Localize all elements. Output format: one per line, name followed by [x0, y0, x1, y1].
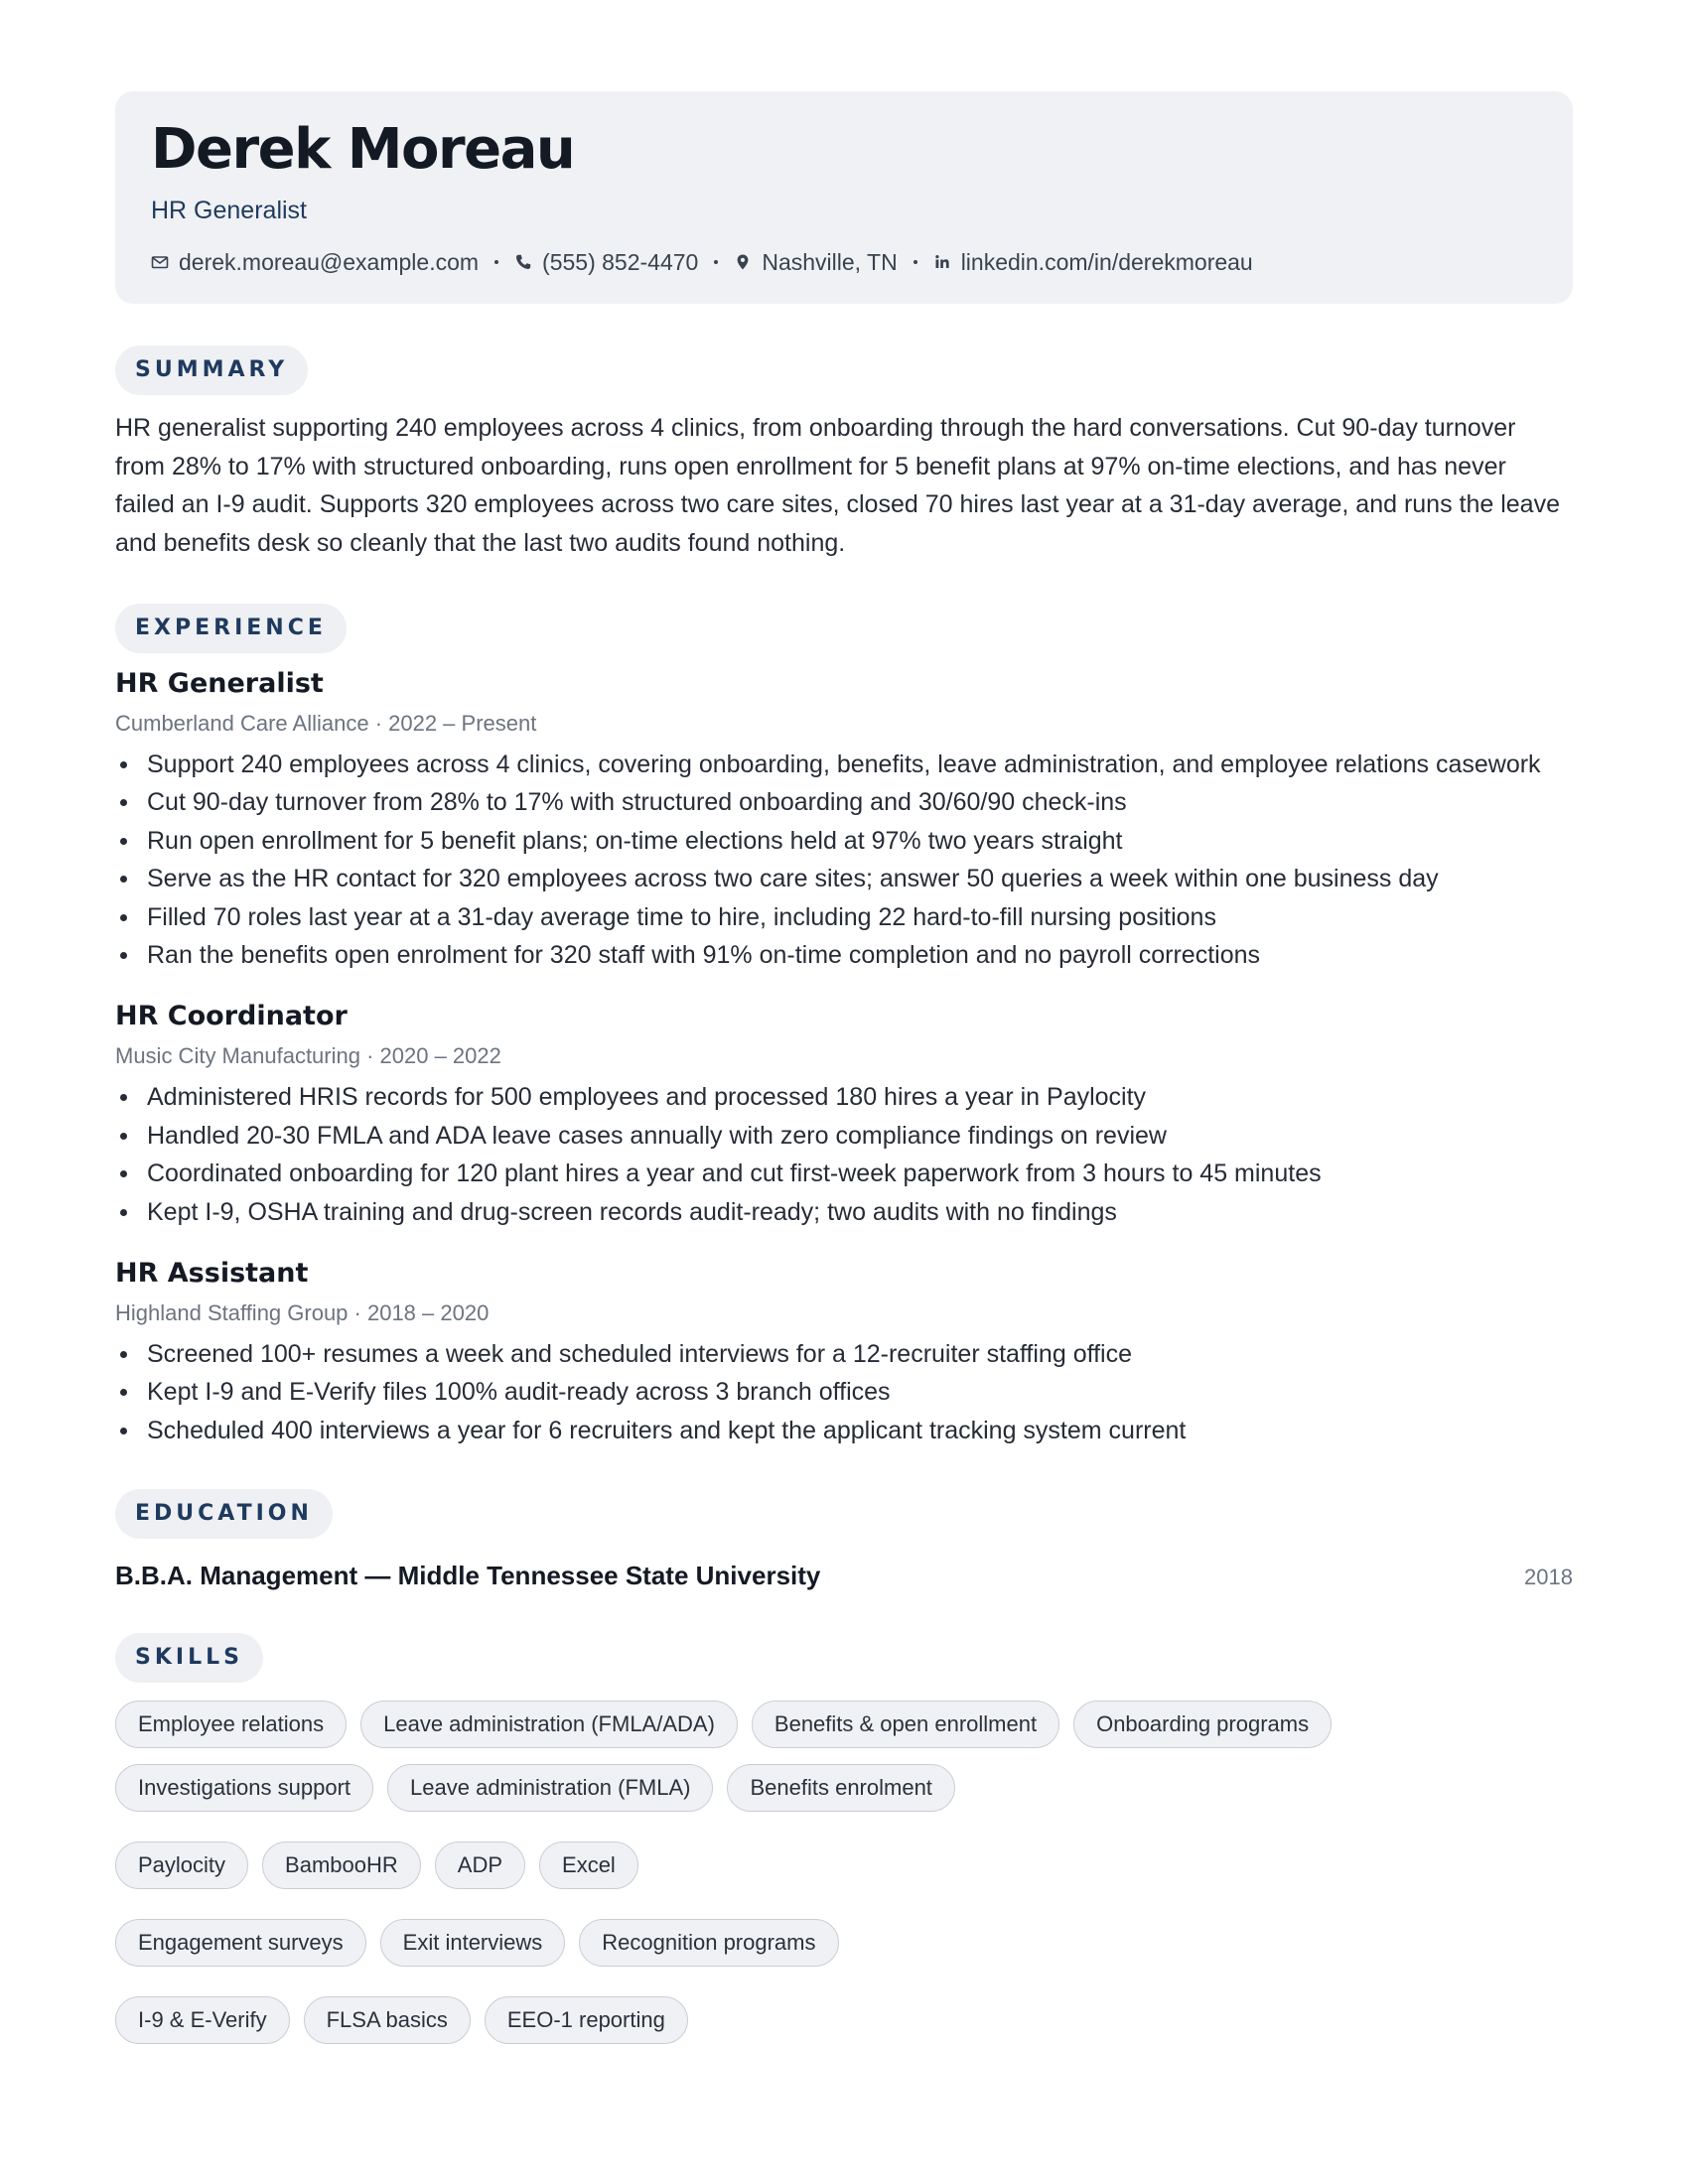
job-meta: Highland Staffing Group · 2018 – 2020 — [115, 1300, 490, 1326]
candidate-title: HR Generalist — [151, 197, 307, 224]
skill-chip: Leave administration (FMLA/ADA) — [360, 1701, 738, 1748]
header-card — [115, 91, 1573, 304]
bullet-item: Kept I-9 and E-Verify files 100% audit-ready across 3 branch offices — [115, 1373, 1573, 1411]
education-degree: B.B.A. Management — Middle Tennessee State University — [115, 1561, 821, 1591]
bullet-item: Handled 20-30 FMLA and ADA leave cases annually with zero compliance findings on review — [115, 1117, 1573, 1155]
job-entry — [115, 1000, 1573, 1231]
section-heading-education: EDUCATION — [115, 1489, 333, 1539]
bullet-item: Scheduled 400 interviews a year for 6 recruiters and kept the applicant tracking system current — [115, 1412, 1573, 1449]
skill-chip: Benefits & open enrollment — [752, 1701, 1059, 1748]
resume-page — [115, 91, 1573, 2044]
skill-group-core — [115, 1701, 1573, 1812]
skill-chip: BambooHR — [262, 1842, 421, 1889]
bullet-item: Ran the benefits open enrolment for 320 staff with 91% on-time completion and no payroll corrections — [115, 936, 1573, 974]
skill-chip: Excel — [539, 1842, 638, 1889]
skill-chip: Engagement surveys — [115, 1919, 366, 1967]
location-pin-icon — [734, 253, 752, 271]
job-title: HR Assistant — [115, 1258, 309, 1290]
skill-chip: Leave administration (FMLA) — [387, 1764, 713, 1812]
bullet-item: Cut 90-day turnover from 28% to 17% with structured onboarding and 30/60/90 check-ins — [115, 783, 1573, 821]
skill-chip: I-9 & E-Verify — [115, 1996, 290, 2044]
skill-group-tools — [115, 1842, 1573, 1889]
contact-linkedin[interactable] — [933, 248, 1253, 276]
bullet-item: Administered HRIS records for 500 employees and processed 180 hires a year in Paylocity — [115, 1078, 1573, 1116]
linkedin-icon — [933, 253, 951, 271]
skill-group-compliance — [115, 1996, 1573, 2044]
job-bullets — [115, 1335, 1573, 1449]
skill-group-engagement — [115, 1919, 1573, 1967]
contact-phone-text: (555) 852-4470 — [542, 249, 699, 275]
contact-email[interactable] — [151, 248, 479, 276]
bullet-item: Kept I-9, OSHA training and drug-screen records audit-ready; two audits with no findings — [115, 1193, 1573, 1231]
candidate-name: Derek Moreau — [151, 117, 575, 182]
job-entry — [115, 667, 1573, 974]
envelope-icon — [151, 253, 169, 271]
job-bullets — [115, 746, 1573, 974]
bullet-item: Run open enrollment for 5 benefit plans; on-time elections held at 97% two years straight — [115, 822, 1573, 860]
skill-chip: ADP — [435, 1842, 525, 1889]
contact-separator — [914, 260, 917, 264]
education-section — [115, 1489, 1573, 1591]
section-heading-experience: EXPERIENCE — [115, 604, 347, 653]
contact-separator — [494, 260, 498, 264]
education-year: 2018 — [1524, 1565, 1573, 1590]
bullet-item: Filled 70 roles last year at a 31-day average time to hire, including 22 hard-to-fill nursing positions — [115, 898, 1573, 936]
skill-chip: Paylocity — [115, 1842, 248, 1889]
skill-chip: Exit interviews — [380, 1919, 566, 1967]
skill-chip: Onboarding programs — [1073, 1701, 1332, 1748]
contact-separator — [714, 260, 718, 264]
job-bullets — [115, 1078, 1573, 1231]
job-title: HR Coordinator — [115, 1001, 348, 1032]
job-meta: Music City Manufacturing · 2020 – 2022 — [115, 1043, 501, 1069]
bullet-item: Screened 100+ resumes a week and scheduled interviews for a 12-recruiter staffing office — [115, 1335, 1573, 1373]
job-title: HR Generalist — [115, 668, 324, 699]
contact-phone[interactable] — [514, 248, 698, 276]
experience-section — [115, 604, 1573, 1449]
bullet-item: Serve as the HR contact for 320 employees across two care sites; answer 50 queries a week within one business day — [115, 860, 1573, 897]
job-entry — [115, 1257, 1573, 1449]
skill-chip: Employee relations — [115, 1701, 347, 1748]
contact-location-text: Nashville, TN — [762, 249, 898, 275]
bullet-item: Support 240 employees across 4 clinics, covering onboarding, benefits, leave administration, and employee relations casework — [115, 746, 1573, 783]
phone-icon — [514, 253, 532, 271]
education-entry — [115, 1561, 1573, 1591]
skills-section — [115, 1633, 1573, 2044]
skill-chip: Benefits enrolment — [727, 1764, 954, 1812]
contact-row — [151, 248, 1537, 276]
section-heading-skills: SKILLS — [115, 1633, 263, 1683]
skill-chip: FLSA basics — [304, 1996, 471, 2044]
summary-text: HR generalist supporting 240 employees across 4 clinics, from onboarding through the hard conversations. Cut 90-day turnover from 28% to 17% with structured onboarding, runs open enrollment for 5 benefit plans at 97% on-time elections, and has never failed an I-9 audit. Supports 320 employees across two care sites, closed 70 hires last year at a 31-day average, and runs the leave and benefits desk so cleanly that the last two audits found nothing. — [115, 414, 1560, 557]
contact-location — [734, 248, 897, 276]
bullet-item: Coordinated onboarding for 120 plant hires a year and cut first-week paperwork from 3 hours to 45 minutes — [115, 1155, 1573, 1192]
contact-email-text: derek.moreau@example.com — [179, 249, 480, 275]
skill-chip: Recognition programs — [579, 1919, 838, 1967]
job-meta: Cumberland Care Alliance · 2022 – Present — [115, 711, 537, 736]
summary-section — [115, 345, 1573, 562]
contact-linkedin-text: linkedin.com/in/derekmoreau — [960, 249, 1253, 275]
section-heading-summary: SUMMARY — [115, 345, 308, 395]
skill-chip: EEO-1 reporting — [485, 1996, 688, 2044]
skill-chip: Investigations support — [115, 1764, 373, 1812]
